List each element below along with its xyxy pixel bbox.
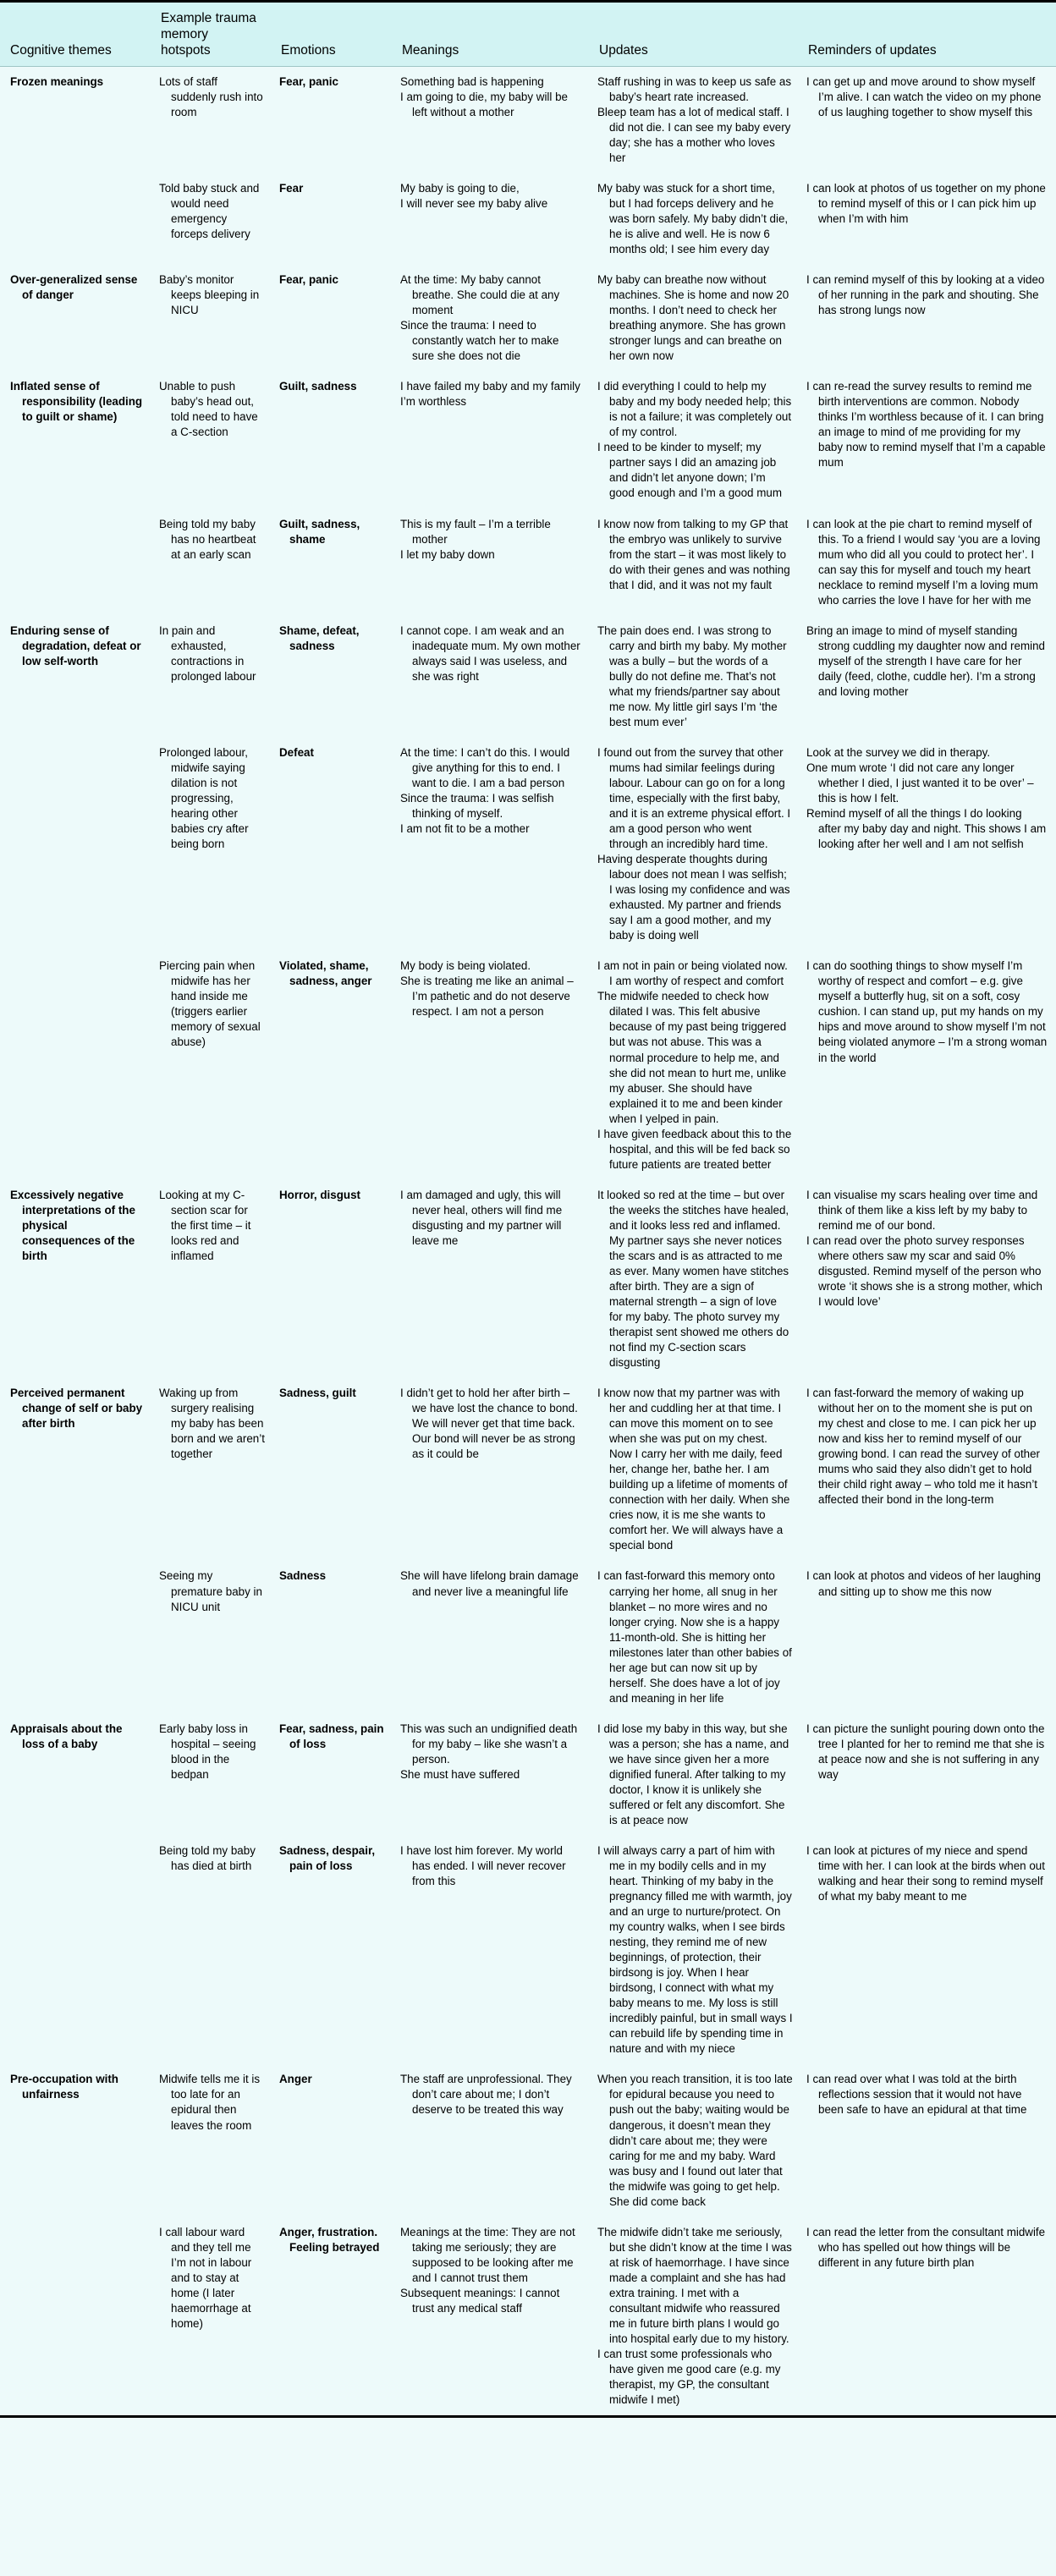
cell-meanings: [392, 616, 589, 738]
cell-reminders: [798, 509, 1056, 616]
cell-reminders: [798, 1561, 1056, 1713]
column-header-updates: Updates: [589, 3, 798, 66]
cell-reminders: [798, 371, 1056, 508]
trauma-hotspot-text: Looking at my C-section scar for the first time – it looks red and inflamed: [159, 1188, 251, 1262]
cell-reminders: [798, 265, 1056, 371]
cell-trauma-hotspot: [151, 2064, 271, 2216]
cell-emotions: [271, 1836, 392, 2064]
reminder-line: Look at the survey we did in therapy.: [806, 745, 991, 759]
cell-updates: [589, 173, 798, 265]
table-row: [0, 738, 1056, 951]
cell-emotions: [271, 265, 392, 371]
meaning-line: I didn’t get to hold her after birth – we have lost the chance to bond. We will never get that time back. Our bond will never be as strong as it could be: [400, 1387, 578, 1461]
cognitive-theme-label: Over-generalized sense of danger: [10, 273, 138, 302]
cell-trauma-hotspot: [151, 66, 271, 173]
reminder-line: I can visualise my scars healing over time and think of them like a kiss left by my baby to remind me of our bond.: [806, 1188, 1038, 1232]
cell-meanings: [392, 951, 589, 1179]
update-line: I am not in pain or being violated now. I am worthy of respect and comfort: [597, 959, 788, 988]
cell-cognitive-theme: [0, 616, 151, 738]
emotions-text: Fear: [279, 181, 304, 195]
emotions-text: Sadness, despair, pain of loss: [279, 1843, 376, 1872]
cell-reminders: [798, 951, 1056, 1179]
table-row: [0, 66, 1056, 173]
header-row: [0, 3, 1056, 66]
emotions-text: Guilt, sadness: [279, 380, 357, 393]
cell-emotions: [271, 1561, 392, 1713]
cell-emotions: [271, 738, 392, 951]
cell-reminders: [798, 2217, 1056, 2415]
cell-meanings: [392, 371, 589, 508]
meaning-line: I will never see my baby alive: [400, 196, 548, 210]
cognitive-theme-label: Perceived permanent change of self or baby after birth: [10, 1387, 143, 1431]
meaning-line: She is treating me like an animal – I’m pathetic and do not deserve respect. I am not a person: [400, 975, 574, 1019]
emotions-text: Shame, defeat, sadness: [279, 623, 360, 652]
meaning-line: Something bad is happening: [400, 74, 544, 88]
reminder-line: I can look at the pie chart to remind myself of this. To a friend I would say ‘you are a loving mum who did all you could to protect her’. I can say this for myself and touch my heart necklace to remind myself I’m a loving mum who carries the love I have for her with me: [806, 517, 1041, 607]
update-line: The pain does end. I was strong to carry and birth my baby. My mother was a bully – but the words of a bully do not define me. That’s not what my friends/partner say about me now. My little girl says I’m ‘the best mum ever’: [597, 623, 787, 728]
reminder-line: I can read the letter from the consultant midwife who has spelled out how things will be different in any future birth plan: [806, 2225, 1046, 2269]
reminder-line: I can look at pictures of my niece and spend time with her. I can look at the birds when out walking and hear their song to remind myself of what my baby meant to me: [806, 1843, 1045, 1903]
trauma-hotspot-text: Seeing my premature baby in NICU unit: [159, 1569, 262, 1613]
trauma-hotspot-text: Midwife tells me it is too late for an epidural then leaves the room: [159, 2073, 261, 2132]
cell-cognitive-theme: [0, 1378, 151, 1561]
emotions-text: Violated, shame, sadness, anger: [279, 959, 372, 988]
trauma-hotspot-text: Waking up from surgery realising my baby has been born and we aren’t together: [159, 1387, 265, 1461]
reminder-line: I can get up and move around to show myself I’m alive. I can watch the video on my phone of us laughing together to show myself this: [806, 74, 1042, 118]
update-line: I know now from talking to my GP that the embryo was unlikely to survive from the start – it was most likely to do with their genes and was nothing that I did, and it was not my fault: [597, 517, 790, 591]
table-row: [0, 173, 1056, 265]
emotions-text: Sadness: [279, 1569, 327, 1583]
column-header-reminders-of-updates: Reminders of updates: [798, 3, 1056, 66]
cell-updates: [589, 265, 798, 371]
update-line: The midwife needed to check how dilated I was. This felt abusive because of my past being triggered but was not abuse. This was a normal procedure to help me, and she did not mean to hurt me, unlike my abuser. She should have explained it to me and been kinder when I yelped in pain.: [597, 990, 787, 1125]
cell-reminders: [798, 66, 1056, 173]
trauma-hotspot-text: Being told my baby has no heartbeat at an early scan: [159, 517, 256, 561]
column-header-cognitive-themes: Cognitive themes: [0, 3, 151, 66]
update-line: The midwife didn’t take me seriously, but she didn’t know at the time I was at risk of haemorrhage. I have since made a complaint and she has had extra training. I met with a consultant midwife who reassured me in future birth plans I would go into hospital early due to my history.: [597, 2225, 792, 2345]
cell-cognitive-theme: [0, 2217, 151, 2415]
cell-cognitive-theme: [0, 509, 151, 616]
reminder-line: Remind myself of all the things I do looking after my baby day and night. This shows I am looking after her well and I am not selfish: [806, 807, 1047, 851]
update-line: I found out from the survey that other mums had similar feelings during labour. Labour can go on for a long time, especially with the first baby, and it is an extreme physical effort. I am a good person who went through an incredibly hard time.: [597, 745, 791, 851]
emotions-text: Guilt, sadness, shame: [279, 517, 360, 546]
table-row: [0, 371, 1056, 508]
cell-meanings: [392, 265, 589, 371]
cell-emotions: [271, 1714, 392, 1836]
cell-cognitive-theme: [0, 1180, 151, 1378]
meaning-line: I am damaged and ugly, this will never heal, others will find me disgusting and my partner will leave me: [400, 1188, 563, 1247]
update-line: When you reach transition, it is too late for epidural because you need to push out the baby; waiting would be dangerous, it doesn’t mean they didn’t care about me; they were caring for me and my baby. Ward was busy and I found out later that the midwife was going to get help. She did come back: [597, 2073, 793, 2208]
cell-trauma-hotspot: [151, 738, 271, 951]
cognitive-theme-label: Excessively negative interpretations of the physical consequences of the birth: [10, 1188, 135, 1262]
cell-emotions: [271, 2217, 392, 2415]
update-line: I need to be kinder to myself; my partner says I did an amazing job and didn’t let anyone down; I’m good enough and I’m a good mum: [597, 441, 782, 500]
emotions-text: Fear, panic: [279, 74, 338, 88]
cell-trauma-hotspot: [151, 2217, 271, 2415]
reminder-line: I can fast-forward the memory of waking up without her on to the moment she is put on my chest and close to me. I can pick her up now and kiss her to remind myself of our growing bond. I can read the survey of other mums who said they also didn’t get to hold their child right away – who told me it hasn’t affected their bond in the long-term: [806, 1387, 1041, 1507]
cell-reminders: [798, 1180, 1056, 1378]
cell-cognitive-theme: [0, 2064, 151, 2216]
cell-cognitive-theme: [0, 66, 151, 173]
cell-updates: [589, 1180, 798, 1378]
reminder-line: Bring an image to mind of myself standing strong cuddling my daughter now and remind myself of the strength I have care for her daily (feed, clothe, cuddle her). I’m a strong and loving mother: [806, 623, 1045, 698]
reminder-line: I can read over the photo survey responses where others saw my scar and said 0% disgusted. Remind myself of the person who wrote ‘it shows she is a strong mother, which I would love’: [806, 1233, 1042, 1308]
reminder-line: I can read over what I was told at the birth reflections session that it would not have been safe to have an epidural at that time: [806, 2073, 1027, 2117]
cell-reminders: [798, 1836, 1056, 2064]
meaning-line: At the time: My baby cannot breathe. She could die at any moment: [400, 273, 560, 317]
meaning-line: She will have lifelong brain damage and never live a meaningful life: [400, 1569, 579, 1598]
meaning-line: I have lost him forever. My world has ended. I will never recover from this: [400, 1843, 566, 1888]
cognitive-theme-label: Enduring sense of degradation, defeat or low self-worth: [10, 623, 141, 667]
update-line: I will always carry a part of him with me in my bodily cells and in my heart. Thinking of my baby in the pregnancy filled me with warmth, joy and an urge to nurture/protect. On my country walks, when I see birds nesting, they remind me of new beginnings, of protection, their birdsong is joy. When I hear birdsong, I connect with what my baby means to me. My loss is still incredibly painful, but in small ways I can rebuild life by spending time in nature and with my niece: [597, 1843, 793, 2056]
cognitive-theme-label: Appraisals about the loss of a baby: [10, 1722, 123, 1750]
meaning-line: I let my baby down: [400, 547, 495, 561]
update-line: Staff rushing in was to keep us safe as baby’s heart rate increased.: [597, 74, 792, 103]
cell-trauma-hotspot: [151, 1378, 271, 1561]
cell-emotions: [271, 371, 392, 508]
table-row: [0, 1378, 1056, 1561]
cell-emotions: [271, 1180, 392, 1378]
meaning-line: This was such an undignified death for my baby – like she wasn’t a person.: [400, 1722, 578, 1766]
cell-updates: [589, 1836, 798, 2064]
table-row: [0, 616, 1056, 738]
table-header: [0, 3, 1056, 66]
cell-emotions: [271, 173, 392, 265]
cell-trauma-hotspot: [151, 371, 271, 508]
cell-updates: [589, 2064, 798, 2216]
cell-trauma-hotspot: [151, 509, 271, 616]
update-line: I can fast-forward this memory onto carrying her home, all snug in her blanket – no more wires and no longer crying. Now she is a happy 11-month-old. She is hitting her milestones later than other babies of her age but can now sit up by herself. She does have a lot of joy and meaning in her life: [597, 1569, 792, 1705]
cell-trauma-hotspot: [151, 173, 271, 265]
emotions-text: Anger: [279, 2073, 312, 2086]
cell-updates: [589, 1378, 798, 1561]
cell-trauma-hotspot: [151, 1180, 271, 1378]
cell-emotions: [271, 951, 392, 1179]
update-line: Having desperate thoughts during labour does not mean I was selfish; I was losing my confidence and was exhausted. My partner and friends say I am a good mother, and my baby is doing well: [597, 853, 790, 942]
meaning-line: Meanings at the time: They are not taking me seriously; they are supposed to be looking after me and I cannot trust them: [400, 2225, 575, 2284]
cell-cognitive-theme: [0, 1714, 151, 1836]
cell-updates: [589, 66, 798, 173]
cognitive-theme-label: Inflated sense of responsibility (leading to guilt or shame): [10, 380, 143, 424]
reminder-line: I can look at photos and videos of her laughing and sitting up to show me this now: [806, 1569, 1041, 1598]
cell-cognitive-theme: [0, 738, 151, 951]
cell-emotions: [271, 1378, 392, 1561]
cell-meanings: [392, 1714, 589, 1836]
update-line: I did everything I could to help my baby and my body needed help; this is not a failure; it was completely out of my control.: [597, 380, 792, 439]
emotions-text: Horror, disgust: [279, 1188, 360, 1201]
cell-updates: [589, 738, 798, 951]
emotions-text: Anger, frustration. Feeling betrayed: [279, 2225, 380, 2254]
reminder-line: One mum wrote ‘I did not care any longer whether I died, I just wanted it to be over’ – this is how I felt.: [806, 761, 1034, 805]
cell-meanings: [392, 2217, 589, 2415]
cell-trauma-hotspot: [151, 616, 271, 738]
trauma-hotspot-text: Baby’s monitor keeps bleeping in NICU: [159, 273, 260, 317]
update-line: My baby was stuck for a short time, but I had forceps delivery and he was born safely. My baby didn’t die, he is alive and well. He is now 6 months old; I see him every day: [597, 181, 789, 256]
cell-updates: [589, 371, 798, 508]
table-row: [0, 2217, 1056, 2415]
emotions-text: Fear, sadness, pain of loss: [279, 1722, 384, 1750]
cell-reminders: [798, 173, 1056, 265]
column-header-meanings: Meanings: [392, 3, 589, 66]
cell-emotions: [271, 509, 392, 616]
cell-emotions: [271, 66, 392, 173]
table-row: [0, 1180, 1056, 1378]
cell-meanings: [392, 738, 589, 951]
cell-reminders: [798, 1714, 1056, 1836]
cell-meanings: [392, 1561, 589, 1713]
meaning-line: The staff are unprofessional. They don’t care about me; I don’t deserve to be treated this way: [400, 2073, 572, 2117]
cell-updates: [589, 616, 798, 738]
table-row: [0, 1836, 1056, 2064]
meaning-line: Subsequent meanings: I cannot trust any medical staff: [400, 2286, 560, 2315]
cell-meanings: [392, 173, 589, 265]
update-line: Bleep team has a lot of medical staff. I did not die. I can see my baby every day; she has a mother who loves her: [597, 105, 791, 164]
reminder-line: I can re-read the survey results to remind me birth interventions are common. Nobody thinks I’m worthless because of it. I can bring an image to mind of me providing for my baby now to remind myself that I’m a capable mum: [806, 380, 1046, 470]
meaning-line: I am going to die, my baby will be left without a mother: [400, 90, 568, 118]
table-row: [0, 509, 1056, 616]
meaning-line: At the time: I can’t do this. I would give anything for this to end. I want to die. I am a bad person: [400, 745, 570, 789]
cell-updates: [589, 1714, 798, 1836]
reminder-line: I can do soothing things to show myself I’m worthy of respect and comfort – e.g. give myself a butterfly hug, sit on a soft, cosy cushion. I can stand up, put my hands on my hips and move around to show myself I’m not being violated anymore – I’m a strong woman in the world: [806, 959, 1048, 1064]
column-header-emotions: Emotions: [271, 3, 392, 66]
reminder-line: I can picture the sunlight pouring down onto the tree I planted for her to remind me that she is at peace now and she is not suffering in any way: [806, 1722, 1045, 1781]
cell-meanings: [392, 2064, 589, 2216]
trauma-hotspot-text: In pain and exhausted, contractions in prolonged labour: [159, 623, 256, 683]
cell-emotions: [271, 2064, 392, 2216]
reminder-line: I can look at photos of us together on my phone to remind myself of this or I can pick him up when I’m with him: [806, 181, 1046, 225]
meaning-line: Since the trauma: I need to constantly watch her to make sure she does not die: [400, 319, 559, 363]
reminder-line: I can remind myself of this by looking at a video of her running in the park and shouting. She has strong lungs now: [806, 273, 1045, 317]
table-row: [0, 1714, 1056, 1836]
cell-meanings: [392, 66, 589, 173]
table-row: [0, 951, 1056, 1179]
cell-meanings: [392, 1378, 589, 1561]
trauma-hotspot-text: Early baby loss in hospital – seeing blood in the bedpan: [159, 1722, 256, 1781]
cell-updates: [589, 1561, 798, 1713]
meaning-line: I’m worthless: [400, 395, 467, 409]
cell-reminders: [798, 1378, 1056, 1561]
update-line: It looked so red at the time – but over the weeks the stitches have healed, and it looks less red and inflamed. My partner says she never notices the scars and is as attracted to me as ever. Many women have stitches after birth. They are a sign of maternal strength – a sign of love for my baby. The photo survey my therapist sent showed me others do not find my C-section scars disgusting: [597, 1188, 789, 1370]
cell-cognitive-theme: [0, 173, 151, 265]
cognitive-theme-label: Frozen meanings: [10, 74, 104, 88]
emotions-text: Defeat: [279, 745, 314, 759]
cell-trauma-hotspot: [151, 1561, 271, 1713]
cell-reminders: [798, 2064, 1056, 2216]
meaning-line: Since the trauma: I was selfish thinking of myself.: [400, 792, 554, 821]
cell-reminders: [798, 738, 1056, 951]
cognitive-themes-table: [0, 3, 1056, 2415]
cell-trauma-hotspot: [151, 1836, 271, 2064]
meaning-line: I cannot cope. I am weak and an inadequate mum. My own mother always said I was useless, and she was right: [400, 623, 580, 683]
trauma-hotspot-text: Prolonged labour, midwife saying dilation is not progressing, hearing other babies cry after being born: [159, 745, 249, 851]
update-line: I did lose my baby in this way, but she was a person; she has a name, and we have since given her a more dignified funeral. After talking to my doctor, I know it is unlikely she suffered or felt any discomfort. She is at peace now: [597, 1722, 789, 1826]
trauma-hotspot-text: Told baby stuck and would need emergency forceps delivery: [159, 181, 260, 240]
cell-emotions: [271, 616, 392, 738]
cell-updates: [589, 2217, 798, 2415]
cell-cognitive-theme: [0, 1561, 151, 1713]
column-header-example-trauma-memory-hotspots: Example trauma memory hotspots: [151, 3, 271, 66]
cell-trauma-hotspot: [151, 265, 271, 371]
update-line: I have given feedback about this to the hospital, and this will be fed back so future patients are treated better: [597, 1127, 792, 1171]
update-line: I can trust some professionals who have given me good care (e.g. my therapist, my GP, the consultant midwife I met): [597, 2347, 781, 2407]
meaning-line: My body is being violated.: [400, 959, 531, 973]
cell-cognitive-theme: [0, 1836, 151, 2064]
trauma-hotspot-text: Unable to push baby’s head out, told need to have a C-section: [159, 380, 258, 439]
meaning-line: This is my fault – I’m a terrible mother: [400, 517, 551, 546]
meaning-line: My baby is going to die,: [400, 181, 520, 195]
table-row: [0, 265, 1056, 371]
cell-trauma-hotspot: [151, 1714, 271, 1836]
table-body: [0, 66, 1056, 2415]
cell-updates: [589, 951, 798, 1179]
cell-cognitive-theme: [0, 951, 151, 1179]
cognitive-theme-label: Pre-occupation with unfairness: [10, 2073, 118, 2101]
trauma-hotspot-text: Being told my baby has died at birth: [159, 1843, 256, 1872]
cell-cognitive-theme: [0, 265, 151, 371]
emotions-text: Fear, panic: [279, 273, 338, 287]
emotions-text: Sadness, guilt: [279, 1387, 356, 1400]
cell-meanings: [392, 509, 589, 616]
meaning-line: I am not fit to be a mother: [400, 822, 530, 836]
cell-cognitive-theme: [0, 371, 151, 508]
meaning-line: I have failed my baby and my family: [400, 380, 580, 393]
cell-meanings: [392, 1180, 589, 1378]
trauma-hotspot-text: Piercing pain when midwife has her hand inside me (triggers earlier memory of sexual abuse): [159, 959, 261, 1049]
update-line: My baby can breathe now without machines. She is home and now 20 months. I don’t need to check her breathing anymore. She has grown stronger lungs and can breathe on her own now: [597, 273, 789, 363]
cell-updates: [589, 509, 798, 616]
cell-trauma-hotspot: [151, 951, 271, 1179]
cell-meanings: [392, 1836, 589, 2064]
update-line: I know now that my partner was with her and cuddling her at that time. I can move this moment on to see when she was put on my chest. Now I carry her with me daily, feed her, change her, bathe her. I am building up a lifetime of moments of connection with her daily. When she cries now, it is me she wants to comfort her. We will always have a special bond: [597, 1387, 790, 1552]
trauma-hotspot-text: I call labour ward and they tell me I’m not in labour and to stay at home (I later haemorrhage at home): [159, 2225, 252, 2330]
meaning-line: She must have suffered: [400, 1767, 520, 1781]
table-row: [0, 2064, 1056, 2216]
cell-reminders: [798, 616, 1056, 738]
trauma-hotspot-text: Lots of staff suddenly rush into room: [159, 74, 263, 118]
table-row: [0, 1561, 1056, 1713]
